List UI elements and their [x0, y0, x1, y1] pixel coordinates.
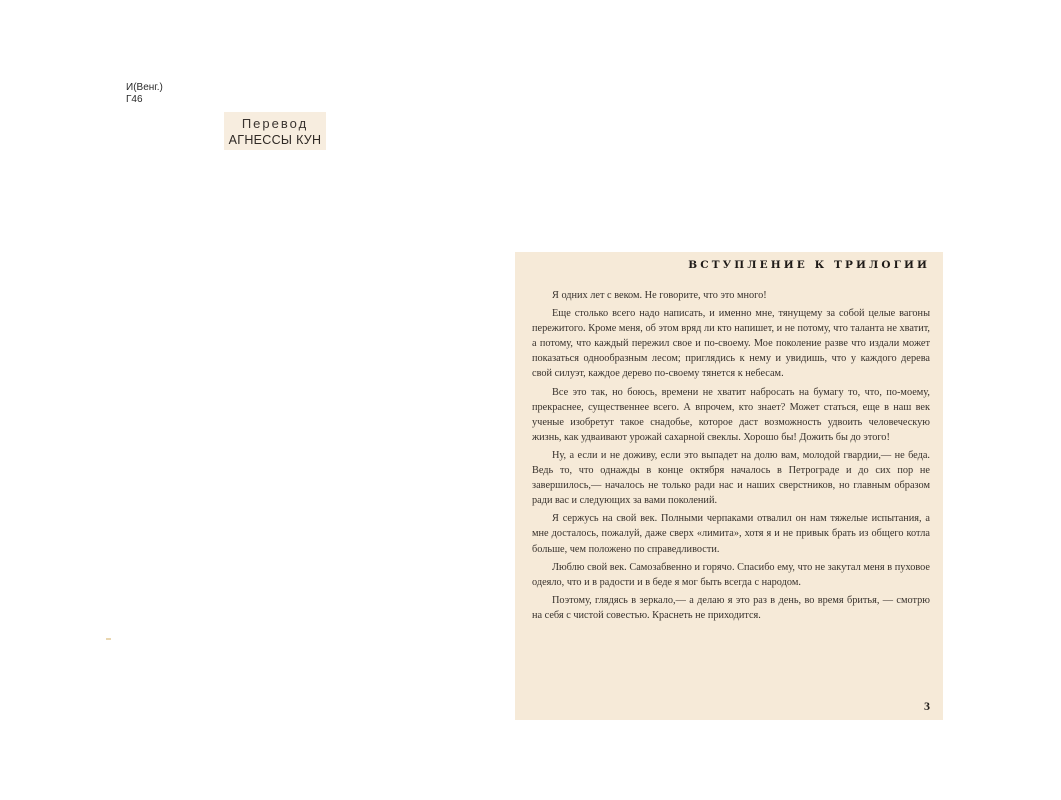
paragraph: Я сержусь на свой век. Полными черпаками отвалил он нам тяжелые испытания, а мне досталось, пожалуй, даже сверх «лимита», хотя я и не привык брать из общего котла больше, чем положено по справедливости.	[532, 513, 930, 555]
classification-line-1: И(Венг.)	[126, 82, 163, 93]
page-number: 3	[924, 699, 930, 713]
paper-speck	[106, 638, 111, 640]
paragraph: Все это так, но боюсь, времени не хватит набросать на бумагу то, что, по-моему, прекраснее, существеннее всего. А впрочем, кто знает? Может статься, еще в наш век ученые изобретут такое снадобье, которое даст возможность удвоить человеческую жизнь, как удваивают урожай сахарной свеклы. Хорошо бы! Дожить бы до этого!	[532, 386, 930, 443]
classification-code	[126, 82, 163, 106]
translation-label: Перевод	[241, 116, 309, 131]
translator-name: АГНЕССЫ КУН	[228, 133, 322, 147]
translation-credit	[224, 112, 326, 150]
paragraph: Я одних лет с веком. Не говорите, что это много!	[552, 290, 767, 301]
chapter-heading: ВСТУПЛЕНИЕ К ТРИЛОГИИ	[688, 259, 930, 271]
paragraph: Поэтому, глядясь в зеркало,— а делаю я это раз в день, во время бритья, — смотрю на себя с чистой совестью. Краснеть не приходится.	[532, 594, 930, 621]
left-page	[0, 0, 520, 800]
classification-line-2: Г46	[126, 94, 143, 105]
paragraph: Люблю свой век. Самозабвенно и горячо. Спасибо ему, что не закутал меня в пуховое одеяло, что и в радости и в беде я мог быть всегда с народом.	[532, 561, 930, 588]
paragraph: Еще столько всего надо написать, и именно мне, тянущему за собой целые вагоны пережитого. Кроме меня, об этом вряд ли кто напишет, и не потому, что таланта не хватит, а потому, что каждый пережил свое и по-своему. Мое поколение разве что издали может показаться однообразным лесом; приглядись к нему и увидишь, что у каждого дерева свой силуэт, каждое дерево по-своему тянется к небесам.	[532, 308, 930, 380]
body-text	[532, 288, 930, 623]
right-page	[515, 252, 943, 720]
paragraph: Ну, а если и не доживу, если это выпадет на долю вам, молодой гвардии,— не беда. Ведь то, что однажды в конце октября началось в Петрограде и до сих пор не завершилось,— началось не только ради нас и наших сверстников, но главным образом ради вас и следующих за вами поколений.	[532, 449, 930, 507]
